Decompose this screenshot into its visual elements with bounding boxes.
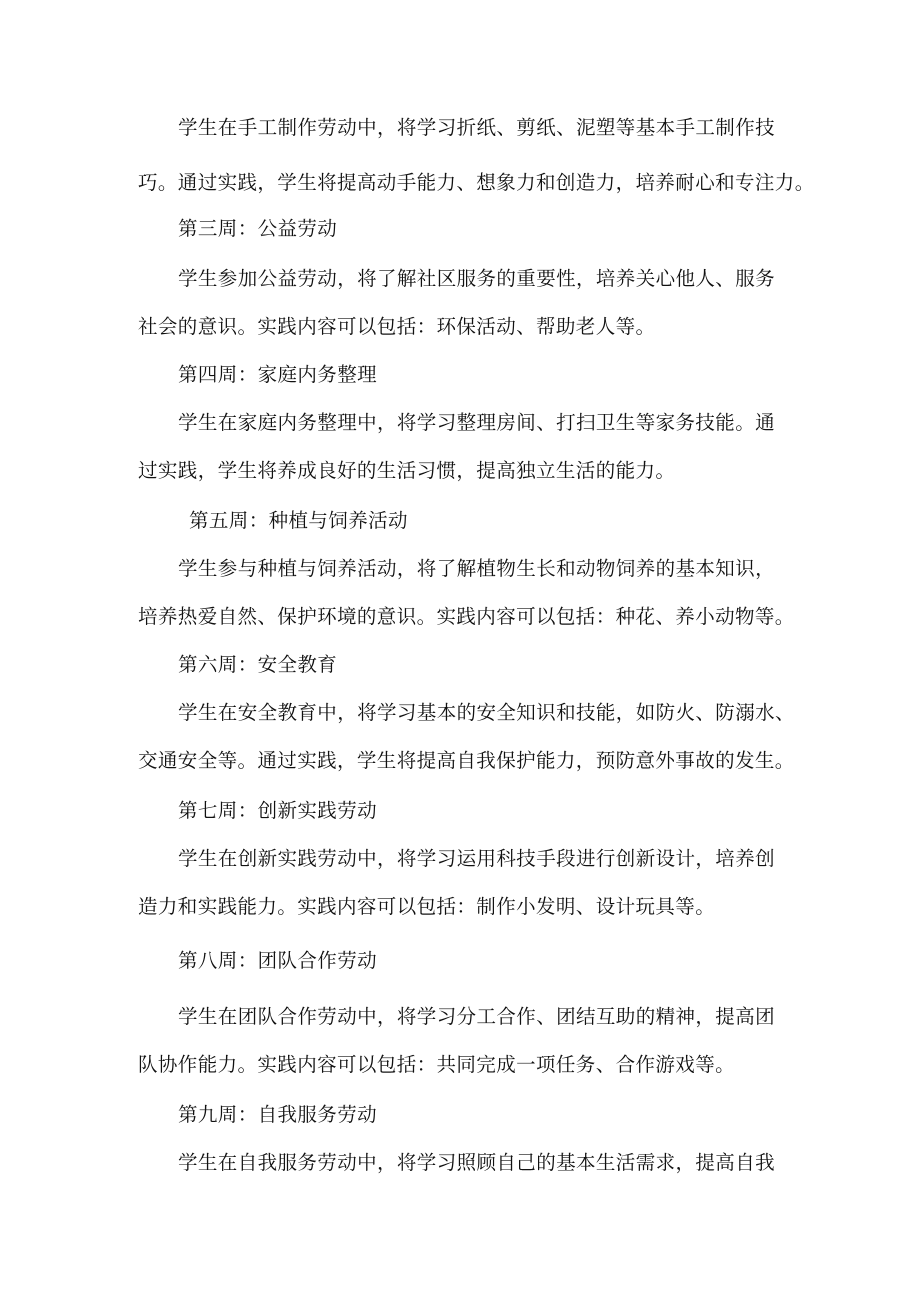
body-text-line: 队协作能力。实践内容可以包括：共同完成一项任务、合作游戏等。 [138,1053,736,1076]
body-text-line: 学生在家庭内务整理中，将学习整理房间、打扫卫生等家务技能。通 [178,411,776,434]
section-heading-week-6: 第六周：安全教育 [178,653,338,676]
section-heading-week-9: 第九周：自我服务劳动 [178,1103,378,1126]
body-text-line: 培养热爱自然、保护环境的意识。实践内容可以包括：种花、养小动物等。 [138,605,795,628]
section-heading-week-4: 第四周：家庭内务整理 [178,363,378,386]
body-text-line: 学生在自我服务劳动中，将学习照顾自己的基本生活需求，提高自我 [178,1151,776,1174]
body-text-line: 社会的意识。实践内容可以包括：环保活动、帮助老人等。 [138,315,656,338]
body-text-line: 学生在创新实践劳动中，将学习运用科技手段进行创新设计，培养创 [178,847,776,870]
section-heading-week-8: 第八周：团队合作劳动 [178,949,378,972]
body-text-line: 巧。通过实践，学生将提高动手能力、想象力和创造力，培养耐心和专注力。 [138,171,815,194]
body-text-line: 学生在手工制作劳动中，将学习折纸、剪纸、泥塑等基本手工制作技 [178,116,776,139]
body-text-line: 学生在安全教育中，将学习基本的安全知识和技能，如防火、防溺水、 [178,701,795,724]
body-text-line: 过实践，学生将养成良好的生活习惯，提高独立生活的能力。 [138,459,676,482]
section-heading-week-3: 第三周：公益劳动 [178,217,338,240]
body-text-line: 学生参与种植与饲养活动，将了解植物生长和动物饲养的基本知识， [178,557,776,580]
section-heading-week-7: 第七周：创新实践劳动 [178,799,378,822]
body-text-line: 学生参加公益劳动，将了解社区服务的重要性，培养关心他人、服务 [178,267,776,290]
body-text-line: 交通安全等。通过实践，学生将提高自我保护能力，预防意外事故的发生。 [138,749,795,772]
section-heading-week-5: 第五周：种植与饲养活动 [189,509,408,532]
body-text-line: 造力和实践能力。实践内容可以包括：制作小发明、设计玩具等。 [138,895,716,918]
body-text-line: 学生在团队合作劳动中，将学习分工合作、团结互助的精神，提高团 [178,1005,776,1028]
